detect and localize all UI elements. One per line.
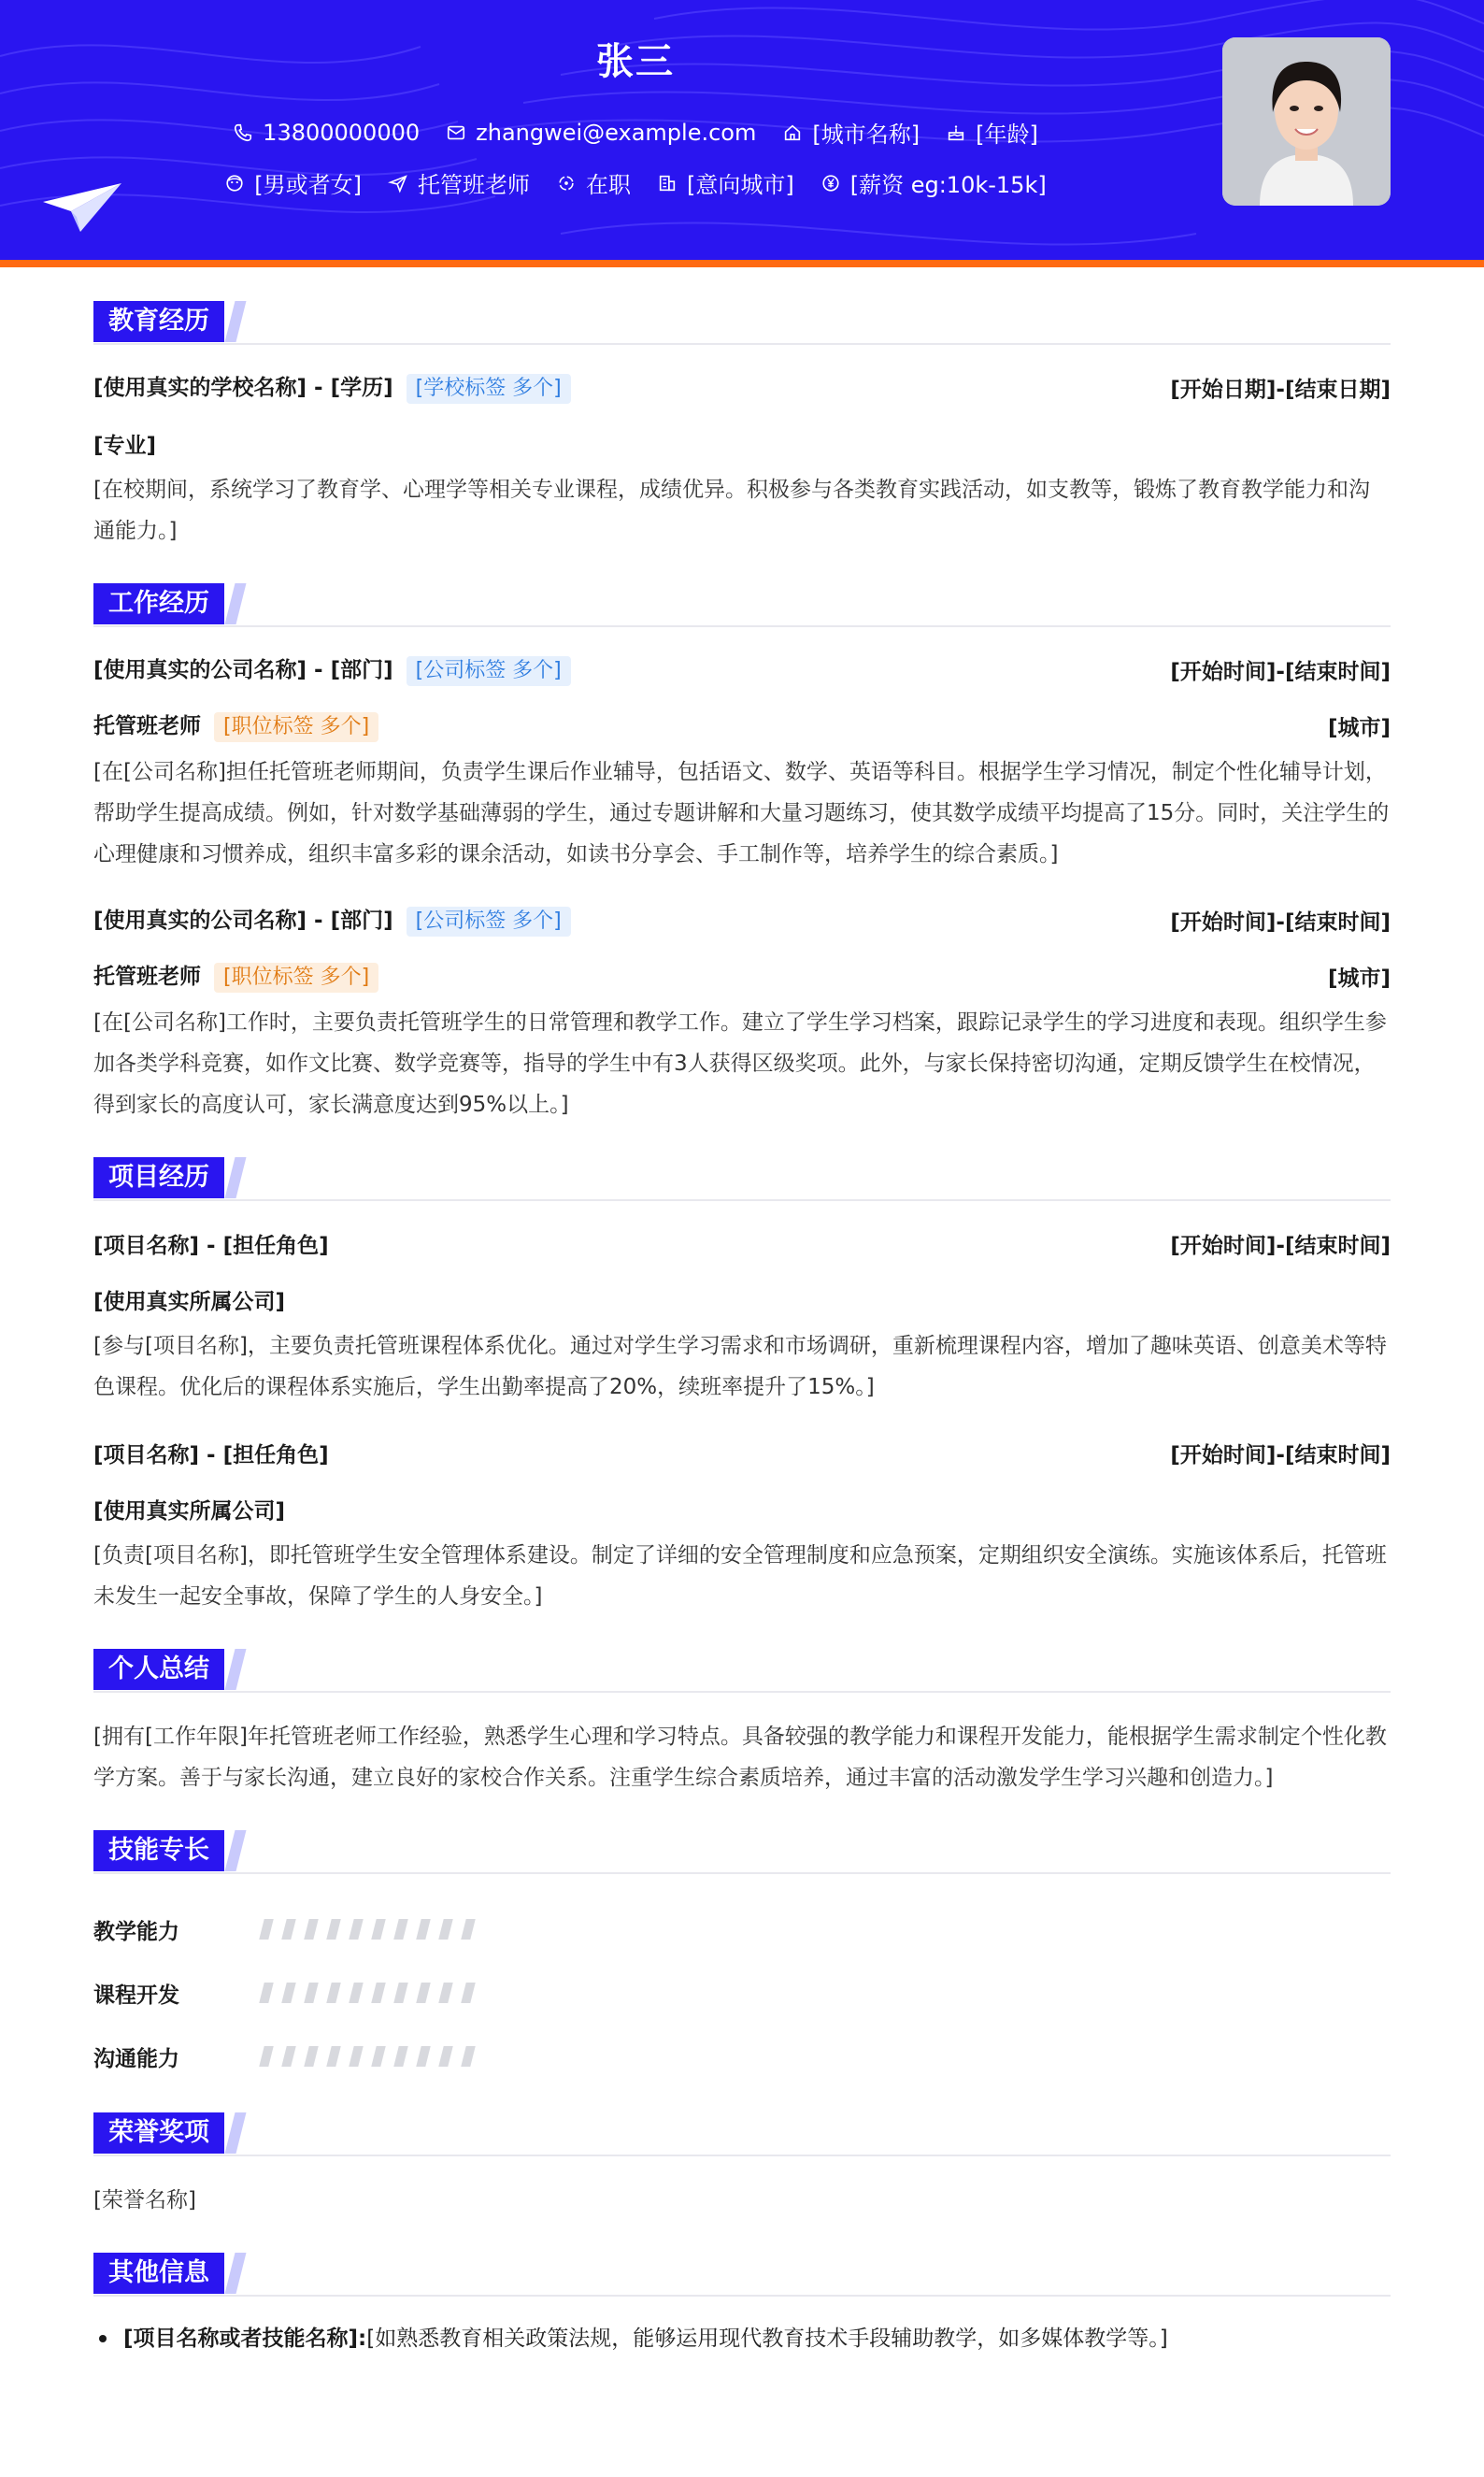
target-city-text: [意向城市] (687, 172, 794, 198)
work-description: [在[公司名称]担任托管班老师期间，负责学生课后作业辅导，包括语文、数学、英语等科目。根据学生学习情况，制定个性化辅导计划，帮助学生提高成绩。例如，针对数学基础薄弱的学生，通过专题讲解和大量习题练习，使其数学成绩平均提高了15分。同时，关注学生的心理健康和习惯养成，组织丰富多彩的课余活动，如读书分享会、手工制作等，培养学生的综合素质。] (93, 760, 1390, 866)
project-name: [项目名称] - [担任角色] (93, 1233, 329, 1258)
skill-level-segment (416, 1919, 430, 1940)
section-header (93, 2253, 1391, 2296)
skill-level-segment (461, 1919, 475, 1940)
section-header (93, 1830, 1391, 1873)
skill-level-segment (326, 1919, 340, 1940)
project-name: [项目名称] - [担任角色] (93, 1442, 329, 1468)
detail-row (0, 166, 1271, 199)
target-city-item (657, 166, 794, 199)
skill-level-segment (371, 1983, 385, 2003)
job-role: 托管班老师 (93, 714, 201, 738)
resume-header (0, 0, 1484, 260)
work-dates: [开始时间]-[结束时间] (1170, 659, 1391, 684)
skill-level-segment (349, 2046, 363, 2067)
work-city: [城市] (1327, 715, 1391, 740)
company-name: [使用真实的公司名称] - [部门] (93, 909, 393, 933)
status-icon (556, 173, 577, 193)
section-title: 工作经历 (93, 583, 224, 624)
home-icon (782, 122, 803, 143)
major-row (93, 424, 1391, 462)
skill-level-segment (259, 1983, 273, 2003)
project-item (93, 1434, 1391, 1617)
role-tag: [职位标签 多个] (214, 963, 378, 993)
skill-level-meter (262, 2046, 486, 2067)
mail-icon (446, 122, 466, 143)
skill-level-segment (259, 2046, 273, 2067)
candidate-name: 张三 (596, 40, 675, 83)
skill-name: 沟通能力 (93, 2046, 179, 2071)
resume-body (93, 301, 1391, 2357)
yuan-icon (820, 173, 841, 193)
skill-level-segment (349, 1983, 363, 2003)
city-text: [城市名称] (812, 122, 920, 148)
education-row (93, 368, 1391, 406)
project-item (93, 1224, 1391, 1408)
status-text: 在职 (586, 172, 631, 198)
phone-item (233, 120, 420, 146)
skill-level-segment (259, 1919, 273, 1940)
skill-level-meter (262, 1919, 486, 1940)
work-item (93, 901, 1391, 1125)
skill-item (93, 1961, 1391, 2025)
project-dates: [开始时间]-[结束时间] (1170, 1233, 1391, 1258)
skill-name: 教学能力 (93, 1919, 179, 1944)
send-icon (388, 173, 408, 193)
section-title: 技能专长 (93, 1830, 224, 1871)
skill-level-segment (326, 2046, 340, 2067)
company-tag: [公司标签 多个] (407, 656, 571, 686)
section-title: 个人总结 (93, 1649, 224, 1690)
work-description: [在[公司名称]工作时，主要负责托管班学生的日常管理和教学工作。建立了学生学习档案，跟踪记录学生的学习进度和表现。组织学生参加各类学科竞赛，如作文比赛、数学竞赛等，指导的学生中有3人获得区级奖项。此外，与家长保持密切沟通，定期反馈学生在校情况，得到家长的高度认可，家长满意度达到95%以上。] (93, 1010, 1387, 1117)
salary-item (820, 166, 1047, 199)
skill-level-segment (461, 1983, 475, 2003)
face-icon (224, 173, 245, 193)
skill-level-segment (416, 2046, 430, 2067)
skill-level-segment (304, 1983, 318, 2003)
school-name: [使用真实的学校名称] - [学历] (93, 376, 393, 400)
project-company: [使用真实所属公司] (93, 1498, 286, 1524)
skill-level-segment (371, 1919, 385, 1940)
contact-row (0, 116, 1271, 149)
major: [专业] (93, 433, 157, 458)
section-title: 其他信息 (93, 2253, 224, 2294)
section-title: 荣誉奖项 (93, 2112, 224, 2154)
position-item (388, 166, 530, 199)
position-text: 托管班老师 (418, 172, 530, 198)
skill-level-meter (262, 1983, 486, 2003)
section-header (93, 2112, 1391, 2155)
project-description: [参与[项目名称]，主要负责托管班课程体系优化。通过对学生学习需求和市场调研，重新梳理课程内容，增加了趣味英语、创意美术等特色课程。优化后的课程体系实施后，学生出勤率提高了20%，续班率提升了15%。] (93, 1334, 1387, 1399)
skills-section (93, 1830, 1391, 2088)
skill-level-segment (326, 1983, 340, 2003)
skill-level-segment (416, 1983, 430, 2003)
projects-section (93, 1157, 1391, 1617)
gender-text: [男或者女] (254, 172, 362, 198)
bullet-icon (99, 2335, 107, 2342)
section-title: 教育经历 (93, 301, 224, 342)
company-name: [使用真实的公司名称] - [部门] (93, 658, 393, 682)
age-text: [年龄] (976, 122, 1038, 148)
role-tag: [职位标签 多个] (214, 712, 378, 742)
education-section (93, 301, 1391, 551)
project-description: [负责[项目名称]，即托管班学生安全管理体系建设。制定了详细的安全管理制度和应急预案，定期组织安全演练。实施该体系后，托管班未发生一起安全事故，保障了学生的人身安全。] (93, 1543, 1387, 1609)
skill-level-segment (281, 1983, 295, 2003)
skill-level-segment (438, 1983, 452, 2003)
skill-level-segment (281, 1919, 295, 1940)
avatar-photo (1222, 37, 1391, 206)
cake-icon (946, 122, 966, 143)
skill-level-segment (304, 1919, 318, 1940)
honors-section (93, 2112, 1391, 2221)
status-item (556, 166, 631, 199)
phone-icon (233, 122, 253, 143)
job-role: 托管班老师 (93, 965, 201, 989)
email-item (446, 120, 756, 146)
education-description: [在校期间，系统学习了教育学、心理学等相关专业课程，成绩优异。积极参与各类教育实践活动，如支教等，锻炼了教育教学能力和沟通能力。] (93, 478, 1370, 543)
summary-section (93, 1649, 1391, 1798)
other-label: [项目名称或者技能名称]: (123, 2327, 367, 2351)
skill-level-segment (304, 2046, 318, 2067)
education-dates: [开始日期]-[结束日期] (1170, 377, 1391, 402)
work-city: [城市] (1327, 966, 1391, 991)
phone-text: 13800000000 (263, 119, 421, 146)
portrait-illustration (1222, 37, 1391, 206)
list-item (93, 2320, 1391, 2357)
other-section (93, 2253, 1391, 2357)
work-item (93, 651, 1391, 875)
section-header (93, 1157, 1391, 1200)
email-text: zhangwei@example.com (476, 119, 757, 146)
skill-level-segment (461, 2046, 475, 2067)
work-dates: [开始时间]-[结束时间] (1170, 909, 1391, 935)
other-text: [如熟悉教育相关政策法规，能够运用现代教育技术手段辅助教学，如多媒体教学等。] (366, 2327, 1168, 2351)
summary-text: [拥有[工作年限]年托管班老师工作经验，熟悉学生心理和学习特点。具备较强的教学能力和课程开发能力，能根据学生需求制定个性化教学方案。善于与家长沟通，建立良好的家校合作关系。注重学生综合素质培养，通过丰富的活动激发学生学习兴趣和创造力。] (93, 1725, 1387, 1790)
salary-text: [薪资 eg:10k-15k] (849, 172, 1047, 198)
building-icon (657, 173, 678, 193)
section-header (93, 1649, 1391, 1692)
city-item (782, 116, 920, 149)
skill-level-segment (371, 2046, 385, 2067)
honor-name: [荣誉名称] (93, 2188, 196, 2212)
section-header (93, 583, 1391, 626)
skill-level-segment (438, 1919, 452, 1940)
skill-level-segment (438, 2046, 452, 2067)
skill-level-segment (349, 1919, 363, 1940)
header-accent-line (0, 260, 1484, 267)
project-company: [使用真实所属公司] (93, 1289, 286, 1314)
skill-level-segment (393, 1983, 407, 2003)
school-tag: [学校标签 多个] (407, 374, 571, 404)
gender-item (224, 166, 362, 199)
skill-name: 课程开发 (93, 1983, 179, 2008)
section-title: 项目经历 (93, 1157, 224, 1198)
company-tag: [公司标签 多个] (407, 907, 571, 937)
skill-level-segment (393, 1919, 407, 1940)
section-header (93, 301, 1391, 344)
work-section (93, 583, 1391, 1125)
skill-item (93, 1897, 1391, 1961)
age-item (946, 116, 1038, 149)
skill-level-segment (393, 2046, 407, 2067)
project-dates: [开始时间]-[结束时间] (1170, 1442, 1391, 1468)
skill-level-segment (281, 2046, 295, 2067)
skill-item (93, 2025, 1391, 2088)
